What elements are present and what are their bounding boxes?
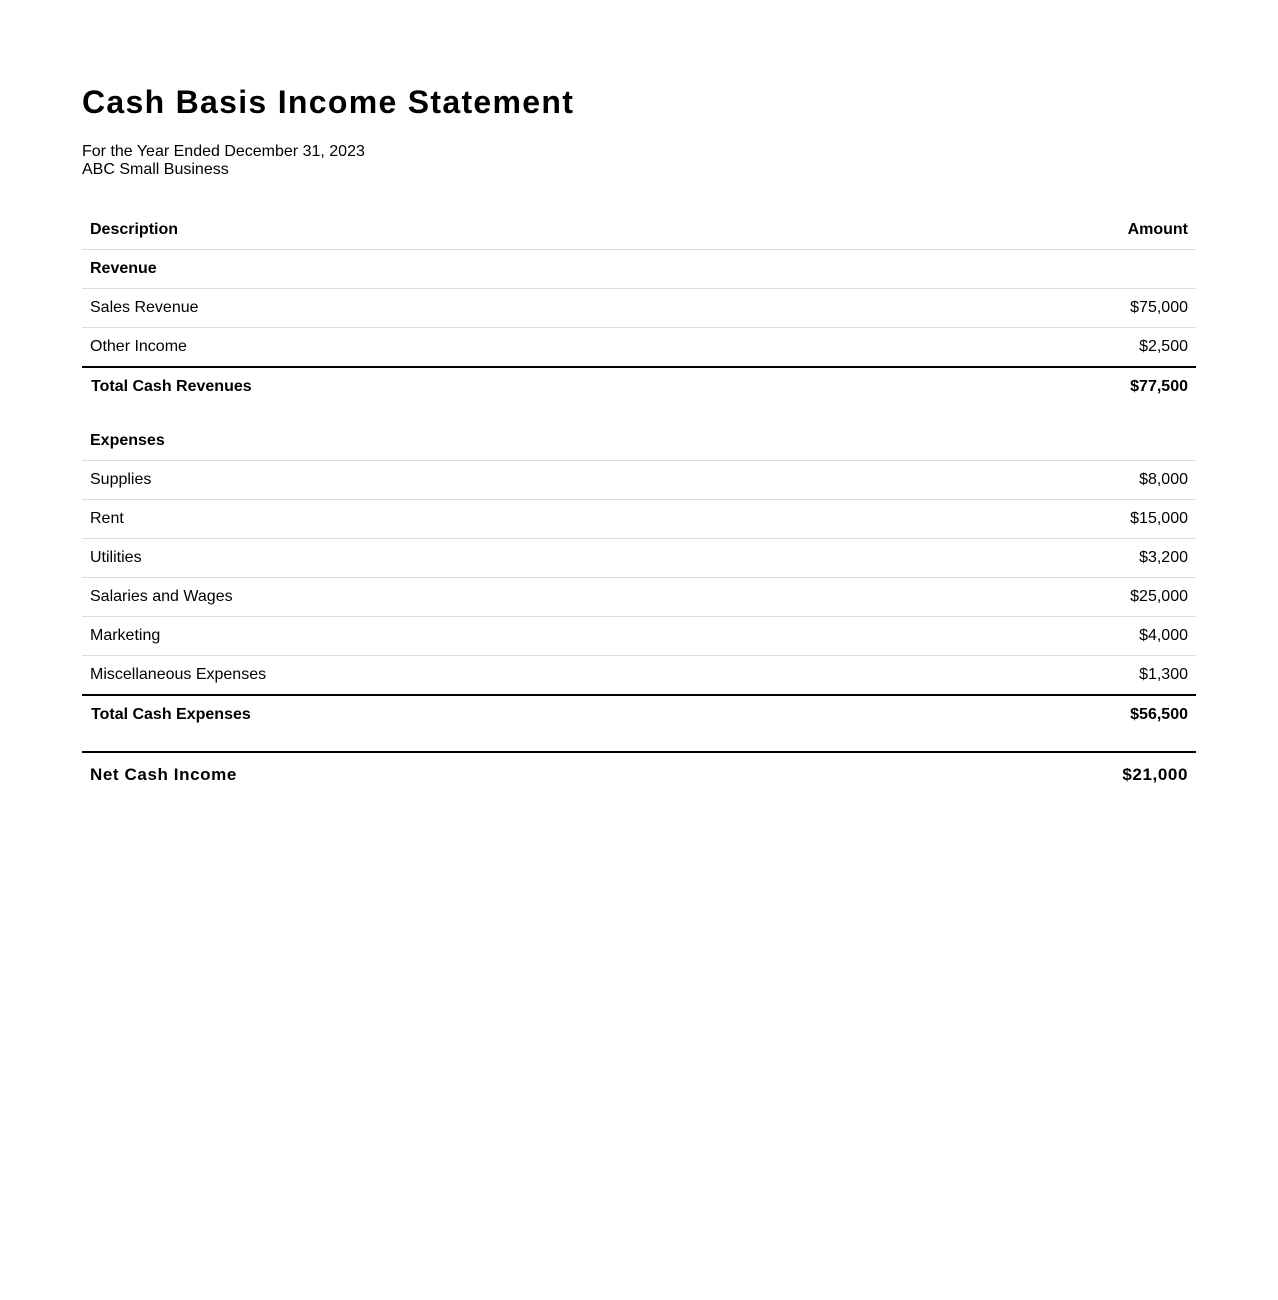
table-row — [82, 289, 1196, 328]
section-row-revenue — [82, 250, 1196, 289]
column-header-amount: Amount — [864, 211, 1196, 250]
spacer-row — [82, 405, 1196, 422]
section-amount-empty — [864, 422, 1196, 461]
line-item-label: Miscellaneous Expenses — [82, 656, 864, 696]
table-header-row — [82, 211, 1196, 250]
statement-period: For the Year Ended December 31, 2023 — [82, 143, 365, 160]
line-item-amount: $8,000 — [864, 461, 1196, 500]
net-income-row — [82, 752, 1196, 797]
line-item-amount: $2,500 — [864, 328, 1196, 368]
table-row — [82, 539, 1196, 578]
line-item-label: Other Income — [82, 328, 864, 368]
spacer-cell — [82, 405, 1196, 422]
section-amount-empty — [864, 250, 1196, 289]
net-income-amount: $21,000 — [1122, 765, 1188, 784]
total-amount: $77,500 — [1130, 377, 1188, 395]
line-item-amount: $4,000 — [864, 617, 1196, 656]
spacer-cell — [82, 733, 1196, 752]
line-item-label: Rent — [82, 500, 864, 539]
income-statement-table — [82, 211, 1196, 797]
table-row — [82, 617, 1196, 656]
line-item-label: Marketing — [82, 617, 864, 656]
section-row-expenses — [82, 422, 1196, 461]
line-item-label: Utilities — [82, 539, 864, 578]
table-row — [82, 461, 1196, 500]
section-heading: Revenue — [82, 250, 864, 289]
line-item-label: Supplies — [82, 461, 864, 500]
column-header-description: Description — [82, 211, 864, 250]
section-heading: Expenses — [82, 422, 864, 461]
line-item-label: Salaries and Wages — [82, 578, 864, 617]
line-item-amount: $25,000 — [864, 578, 1196, 617]
spacer-row — [82, 733, 1196, 752]
total-label: Total Cash Expenses — [91, 705, 251, 723]
table-row — [82, 656, 1196, 696]
table-row — [82, 578, 1196, 617]
company-name: ABC Small Business — [82, 161, 229, 178]
line-item-amount: $1,300 — [864, 656, 1196, 696]
total-row-revenues — [82, 367, 1196, 405]
table-row — [82, 328, 1196, 368]
total-row-expenses — [82, 695, 1196, 733]
table-row — [82, 500, 1196, 539]
line-item-label: Sales Revenue — [82, 289, 864, 328]
total-label: Total Cash Revenues — [91, 377, 252, 395]
total-amount: $56,500 — [1130, 705, 1188, 723]
page-title: Cash Basis Income Statement — [82, 84, 575, 120]
statement-subtitle — [82, 143, 1196, 179]
line-item-amount: $15,000 — [864, 500, 1196, 539]
line-item-amount: $3,200 — [864, 539, 1196, 578]
net-income-label: Net Cash Income — [90, 765, 237, 784]
line-item-amount: $75,000 — [864, 289, 1196, 328]
